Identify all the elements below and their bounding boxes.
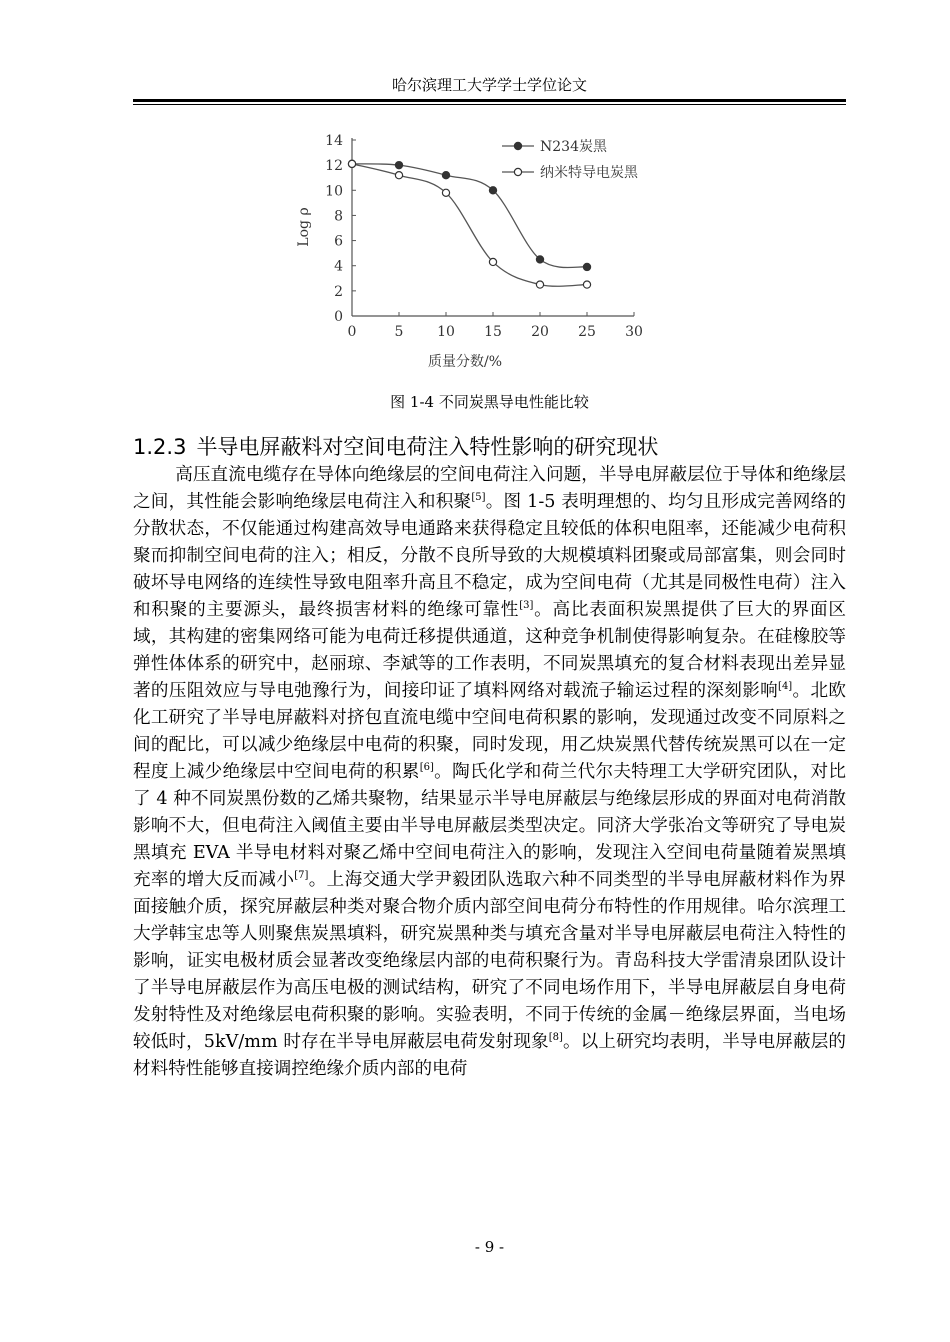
x-tick-label: 15 [484,324,502,340]
citation-ref: [5] [471,492,486,504]
x-tick-label: 25 [578,324,596,340]
x-tick-label: 0 [347,324,357,340]
citation-ref: [6] [419,762,434,774]
citation-ref: [4] [778,681,793,693]
x-axis-label: 质量分数/% [427,354,503,370]
x-tick-label: 30 [625,324,643,340]
legend-marker-2 [514,168,521,175]
paragraph-text: 。高比表面积炭黑提供了巨大的界面区域，其构建的密集网络可能为电荷迁移提供通道，这种竞争机制使得影响复杂。在硅橡胶等弹性体体系的研究中，赵丽琼、李斌等的工作表明，不同炭黑填充的复合材料表现出差异显著的压阻效应与导电弛豫行为，间接印证了填料网络对载流子输运过程的深刻影响 [133,600,846,701]
section-title: 半导电屏蔽料对空间电荷注入特性影响的研究现状 [196,435,659,459]
series-1-point [489,187,496,194]
header-rule-thin [133,104,846,105]
y-axis-label: Log ρ [296,207,312,247]
y-tick-label: 14 [325,133,343,149]
series-2-point [442,189,449,196]
section-heading [133,430,846,464]
y-tick-label: 2 [334,283,343,300]
series-2-point [489,258,496,265]
y-tick-label: 8 [334,208,343,225]
series-2-point [348,160,355,167]
page-header: 哈尔滨理工大学学士学位论文 [391,76,587,94]
series-line-2 [352,164,587,286]
y-tick-label: 12 [325,158,343,175]
chart-legend [502,138,639,181]
paragraph-text: 。以上研究均表明，半导电屏蔽层的材料特性能够直接调控绝缘介质内部的电荷 [133,1032,846,1079]
y-tick-label: 4 [334,258,343,275]
x-tick-label: 20 [531,324,549,340]
figure-caption: 图 1-4 不同炭黑导电性能比较 [390,393,589,411]
paragraph-text: 。北欧化工研究了半导电屏蔽料对挤包直流电缆中空间电荷积累的影响，发现通过改变不同原料之间的配比，可以减少绝缘层中电荷的积聚，同时发现，用乙炔炭黑代替传统炭黑可以在一定程度上减少绝缘层中空间电荷的积累 [133,681,846,782]
section-number: 1.2.3 [133,435,187,459]
citation-ref: [7] [294,870,309,882]
page-number: - 9 - [474,1238,505,1256]
x-tick-label: 5 [394,324,404,340]
x-tick-label: 10 [437,324,455,340]
series-1-point [395,162,402,169]
paragraph-text: 。图 1-5 表明理想的、均匀且形成完善网络的分散状态，不仅能通过构建高效导电通路来获得稳定且较低的体积电阻率，还能减少电荷积聚而抑制空间电荷的注入；相反，分散不良所导致的大规模填料团聚或局部富集，则会同时破坏导电网络的连续性导致电阻率升高且不稳定，成为空间电荷（尤其是同极性电荷）注入和积聚的主要源头，最终损害材料的绝缘可靠性 [133,492,846,620]
series-2-point [583,281,590,288]
series-2-point [536,281,543,288]
legend-label-2: 纳米特导电炭黑 [540,165,638,181]
y-tick-label: 6 [334,233,343,250]
series-1-point [442,172,449,179]
series-1-point [583,263,590,270]
y-tick-label: 0 [334,309,343,325]
citation-ref: [3] [519,600,534,612]
paragraph-text: 高压直流电缆存在导体向绝缘层的空间电荷注入问题，半导电屏蔽层位于导体和绝缘层之间，其性能会影响绝缘层电荷注入和积聚 [133,465,846,512]
legend-marker-1 [514,142,521,149]
citation-ref: [8] [548,1032,563,1044]
legend-label-1: N234炭黑 [540,139,607,155]
paragraph-text: 。陶氏化学和荷兰代尔夫特理工大学研究团队，对比了 4 种不同炭黑份数的乙烯共聚物，结果显示半导电屏蔽层与绝缘层形成的界面对电荷消散影响不大，但电荷注入阈值主要由半导电屏蔽层类型决定。同济大学张冶文等研究了导电炭黑填充 EVA 半导电材料对聚乙烯中空间电荷注入的影响，发现注入空间电荷量随着炭黑填充率的增大反而减小 [133,762,846,890]
series-1-point [536,256,543,263]
conductivity-chart [290,120,660,375]
paragraph-text: 。上海交通大学尹毅团队选取六种不同类型的半导电屏蔽材料作为界面接触介质，探究屏蔽层种类对聚合物介质内部空间电荷分布特性的作用规律。哈尔滨理工大学韩宝忠等人则聚焦炭黑填料，研究炭黑种类与填充含量对半导电屏蔽层电荷注入特性的影响，证实电极材质会显著改变绝缘层内部的电荷积聚行为。青岛科技大学雷清泉团队设计了半导电屏蔽层作为高压电极的测试结构，研究了不同电场作用下，半导电屏蔽层自身电荷发射特性及对绝缘层电荷积聚的影响。实验表明，不同于传统的金属－绝缘层界面，当电场较低时，5kV/mm 时存在半导电屏蔽层电荷发射现象 [133,870,846,1052]
y-tick-label: 10 [325,183,343,200]
series-2-point [395,172,402,179]
body-paragraph [133,462,846,1083]
header-rule-thick [133,99,846,102]
